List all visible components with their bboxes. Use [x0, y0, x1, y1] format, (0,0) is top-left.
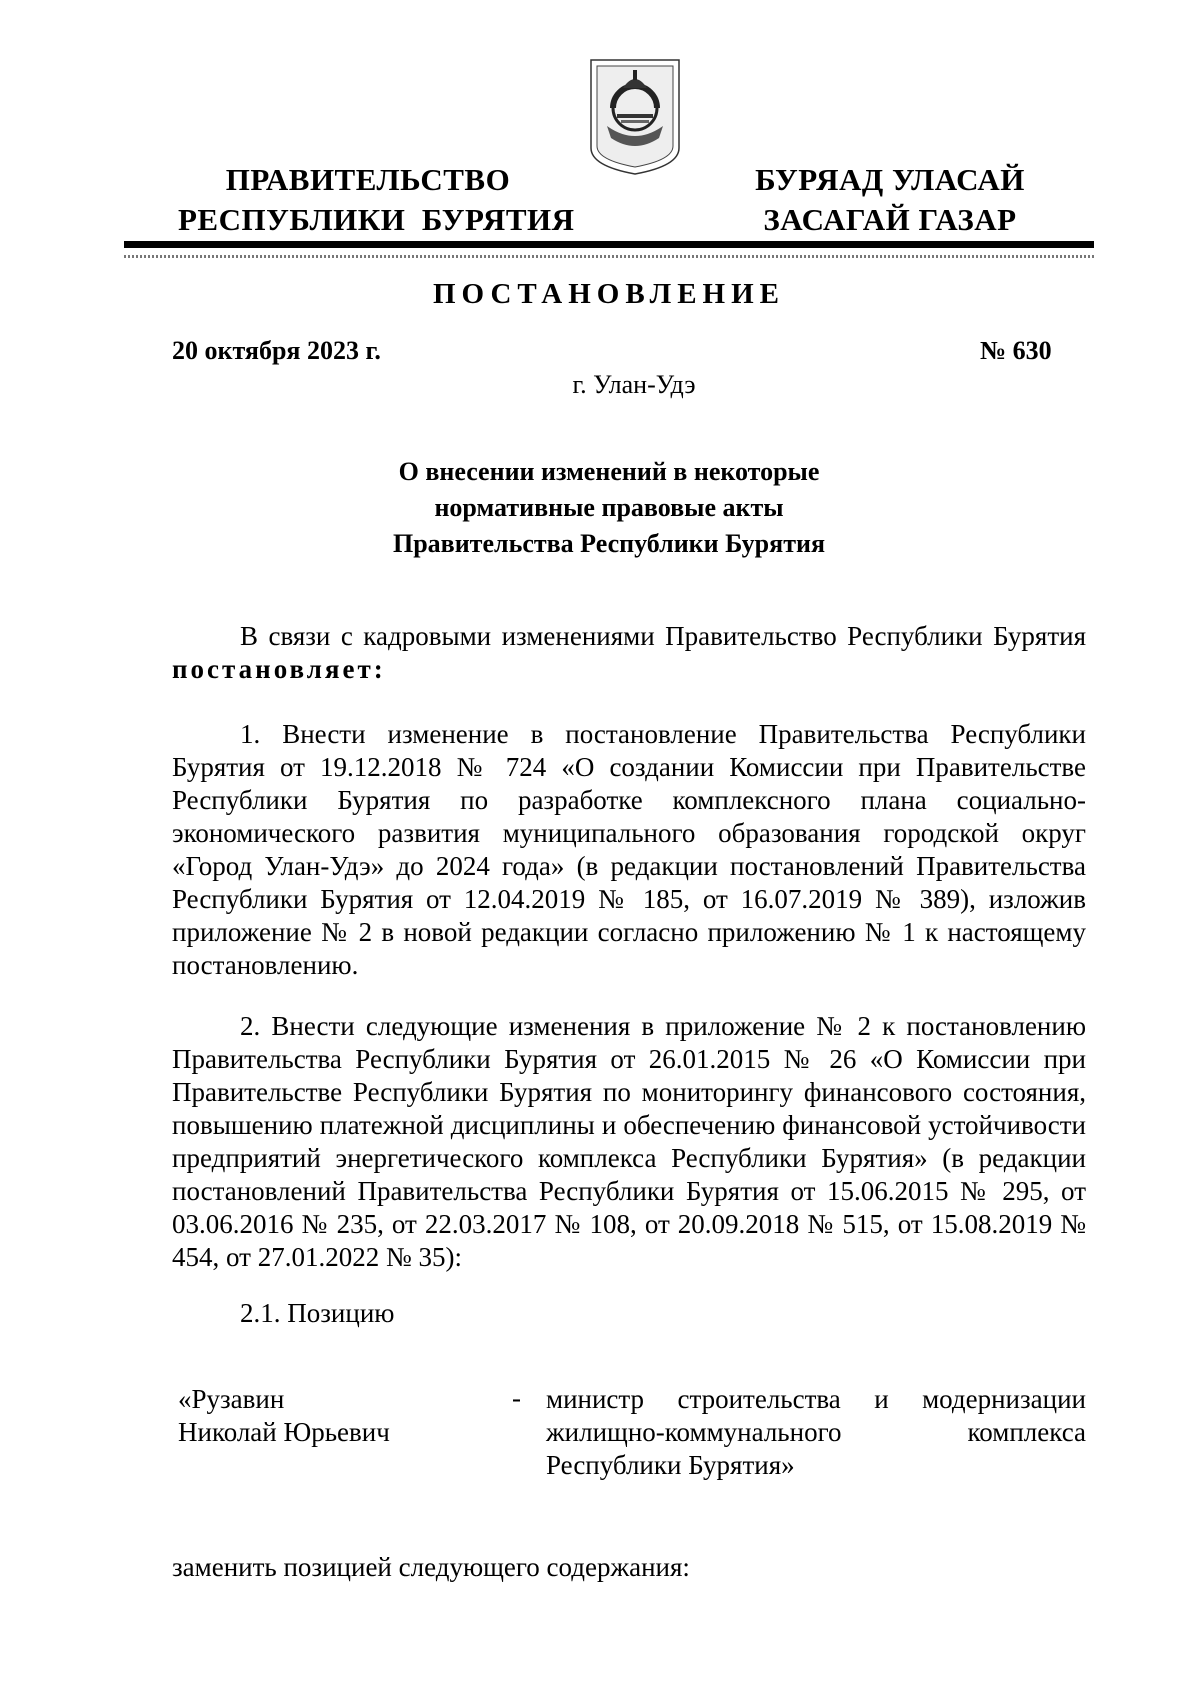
coat-of-arms-emblem	[587, 56, 683, 178]
document-date: 20 октября 2023 г.	[172, 336, 381, 365]
item-1-paragraph: 1. Внести изменение в постановление Правительства Республики Бурятия от 19.12.2018 № 724 «О создании Комиссии при Правительстве Республики Бурятия по разработке комплексного плана социально-экономического развития муниципального образования городской округ «Город Улан-Удэ» до 2024 года» (в редакции постановлений Правительства Республики Бурятия от 12.04.2019 № 185, от 16.07.2019 № 389), изложив приложение № 2 в новой редакции согласно приложению № 1 к настоящему постановлению.	[172, 719, 1086, 980]
position-person-name	[178, 1383, 390, 1449]
header-divider-thin	[124, 255, 1094, 258]
subject-line1: О внесении изменений в некоторые	[398, 457, 820, 486]
position-name-line2: Николай Юрьевич	[178, 1417, 390, 1447]
position-dash: -	[512, 1383, 521, 1413]
header-divider-thick	[124, 241, 1094, 248]
header-left	[178, 160, 575, 240]
item-2-1-heading: 2.1. Позицию	[240, 1298, 395, 1328]
document-number: № 630	[980, 336, 1052, 365]
subject-line2: нормативные правовые акты	[434, 493, 784, 522]
document-subject	[124, 454, 1094, 562]
header-right-line2: ЗАСАГАЙ ГАЗАР	[763, 202, 1017, 237]
intro-paragraph	[172, 620, 1086, 686]
intro-text: В связи с кадровыми изменениями Правительство Республики Бурятия	[240, 621, 1086, 651]
header-left-line2: РЕСПУБЛИКИ БУРЯТИЯ	[178, 202, 575, 237]
header-left-line1: ПРАВИТЕЛЬСТВО	[225, 162, 511, 197]
item-2-paragraph: 2. Внести следующие изменения в приложение № 2 к постановлению Правительства Республики Бурятия от 26.01.2015 № 26 «О Комиссии при Правительстве Республики Бурятия по мониторингу финансового состояния, повышению платежной дисциплины и обеспечению финансовой устойчивости предприятий энергетического комплекса Республики Бурятия» (в редакции постановлений Правительства Республики Бурятия от 15.06.2015 № 295, от 03.06.2016 № 235, от 22.03.2017 № 108, от 20.09.2018 № 515, от 15.08.2019 № 454, от 27.01.2022 № 35):	[172, 1011, 1086, 1272]
position-description: министр строительства и модернизации жилищно-коммунального комплекса Республики Бурятия»	[546, 1384, 1086, 1480]
header-right	[740, 160, 1040, 240]
subject-line3: Правительства Республики Бурятия	[392, 529, 826, 558]
decree-word: постановляет:	[172, 654, 386, 684]
position-name-line1: «Рузавин	[178, 1384, 285, 1414]
document-city: г. Улан-Удэ	[572, 370, 696, 399]
header-right-line1: БУРЯАД УЛАСАЙ	[755, 162, 1025, 197]
replace-instruction: заменить позицией следующего содержания:	[172, 1552, 690, 1582]
document-type-title: ПОСТАНОВЛЕНИЕ	[432, 278, 785, 310]
